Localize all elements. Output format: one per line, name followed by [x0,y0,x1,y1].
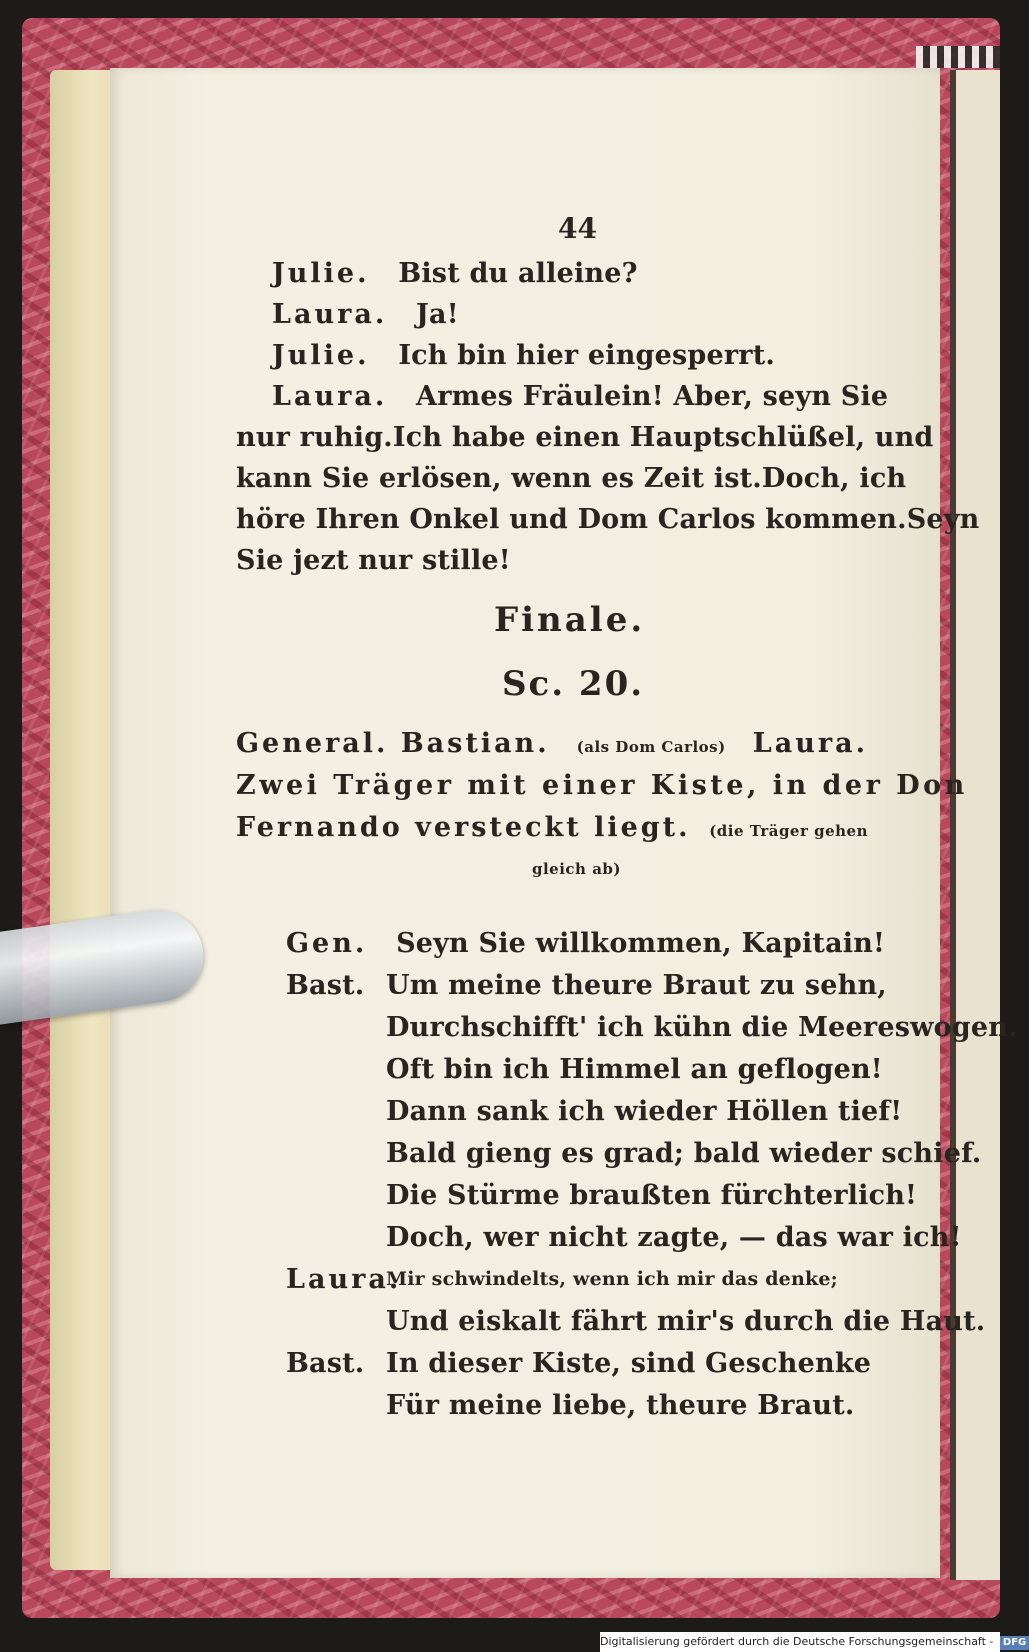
verse-line [286,928,885,959]
verse-text: Die Stürme braußten fürchterlich! [386,1180,918,1211]
dialogue-line [272,299,459,330]
verse-text: Durchschifft' ich kühn die Meereswogen. [386,1012,1018,1043]
character-name: Laura. [752,728,868,759]
verse-text: In dieser Kiste, sind Geschenke [386,1348,872,1379]
dialogue-text: Ich bin hier eingesperrt. [398,340,775,371]
verse-text: Seyn Sie willkommen, Kapitain! [396,928,886,959]
speaker-name: Laura. [272,381,388,412]
dialogue-text: Sie jezt nur stille! [236,545,511,576]
dialogue-line [236,545,511,576]
stage-note: gleich ab) [532,860,621,878]
speaker-name: Julie. [272,258,370,289]
stage-note: (die Träger gehen [709,822,868,840]
dialogue-text: Ja! [416,299,459,330]
stage-direction-line [236,812,868,843]
stage-direction-line [236,728,868,759]
dialogue-text: höre Ihren Onkel und Dom Carlos kommen. [236,504,907,535]
dialogue-text: kann Sie erlösen, wenn es Zeit ist. [236,463,762,494]
verse-text: Mir schwindelts, wenn ich mir das denke; [386,1268,838,1290]
dialogue-line [236,504,980,535]
character-list: General. Bastian. [236,728,550,759]
speaker-name: Laura. [286,1264,402,1295]
scene-heading: Sc. 20. [502,664,645,704]
speaker-name: Gen. [286,928,368,959]
verse-text: Für meine liebe, theure Braut. [386,1390,855,1421]
stage-direction-line: Zwei Träger mit einer Kiste, in der Don [236,770,968,801]
dialogue-text: Armes Fräulein! Aber, seyn Sie [416,381,889,412]
dialogue-line [236,422,934,453]
dialogue-text: nur ruhig. [236,422,393,453]
speaker-name: Bast. [286,970,365,1001]
footer-text: Digitalisierung gefördert durch die Deutsche Forschungsgemeinschaft - [600,1635,994,1648]
speaker-name: Laura. [272,299,388,330]
speaker-name: Julie. [272,340,370,371]
verse-text: Dann sank ich wieder Höllen tief! [386,1096,903,1127]
dialogue-text: Seyn [906,504,980,535]
dialogue-text: Bist du alleine? [398,258,638,289]
stage-note: (als Dom Carlos) [576,738,726,756]
verse-text: Oft bin ich Himmel an geflogen! [386,1054,883,1085]
dialogue-line [236,463,907,494]
dfg-logo: DFG [1000,1636,1029,1650]
page-number: 44 [558,212,597,245]
verse-text: Um meine theure Braut zu sehn, [386,970,887,1001]
dialogue-line [272,258,638,289]
verse-text: Bald gieng es grad; bald wieder schief. [386,1138,982,1169]
stage-direction-text: Fernando versteckt liegt. [236,812,691,843]
digitization-footer [600,1632,1027,1652]
dialogue-text: Doch, ich [761,463,907,494]
verse-text: Und eiskalt fährt mir's durch die Haut. [386,1306,986,1337]
finale-heading: Finale. [494,600,646,640]
dialogue-line [272,381,889,412]
dialogue-text: Ich habe einen Hauptschlüßel, und [392,422,934,453]
dialogue-line [272,340,775,371]
speaker-name: Bast. [286,1348,365,1379]
verse-text: Doch, wer nicht zagte, — das war ich! [386,1222,962,1253]
